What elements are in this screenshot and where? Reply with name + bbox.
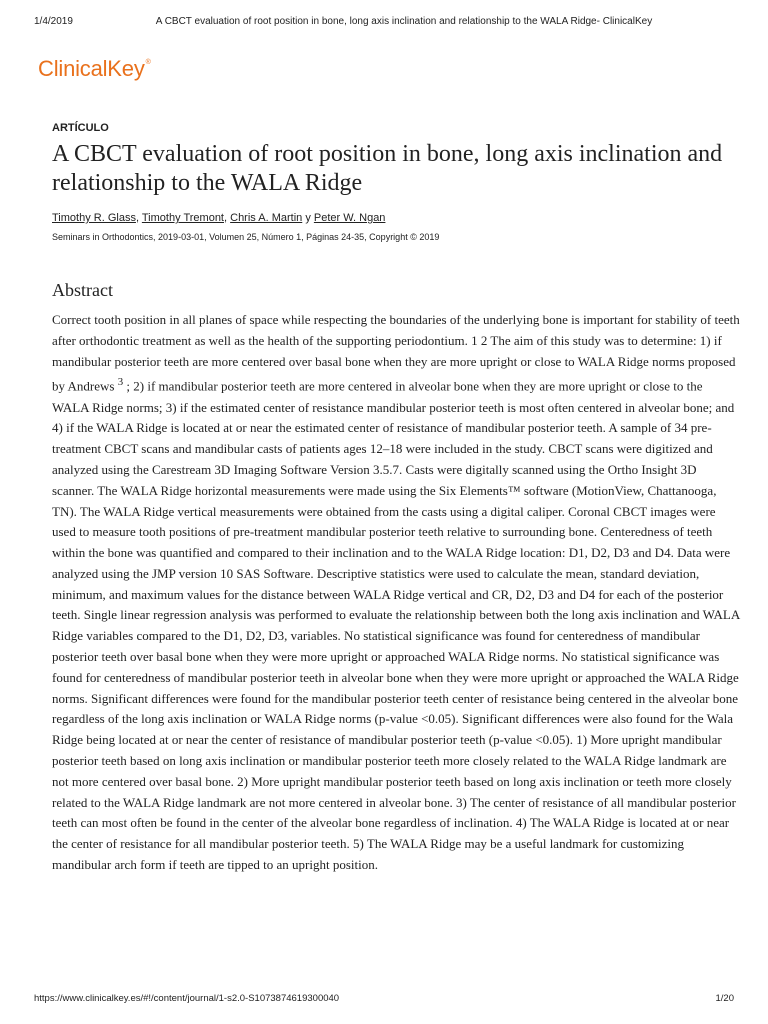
author-conjunction: y — [302, 212, 314, 224]
article-title: A CBCT evaluation of root position in bone, long axis inclination and relationship to the WALA Ridge — [52, 141, 723, 196]
print-page-number: 1/20 — [715, 993, 734, 1004]
reference-3-link[interactable]: 3 — [117, 376, 124, 389]
author-separator: , — [135, 212, 142, 224]
print-date: 1/4/2019 — [34, 16, 73, 27]
registered-mark: ® — [145, 59, 151, 66]
article-type-label: ARTÍCULO — [52, 122, 109, 134]
clinicalkey-logo[interactable] — [38, 56, 151, 82]
author-list — [52, 212, 385, 224]
abstract-part-1: Correct tooth position in all planes of space while respecting the boundaries of the underlying bone is important for stability of teeth after orthodontic treatment as well as the health of the supporting periodontium. 1 2 The aim of this study was to determine: 1) if mandibular posterior teeth are more centered over basal bone when they are more upright or close to WALA Ridge norms proposed by Andrews — [52, 312, 740, 394]
author-link[interactable]: Timothy Tremont — [141, 212, 224, 224]
citation-line: Seminars in Orthodontics, 2019-03-01, Volumen 25, Número 1, Páginas 24-35, Copyright © 2019 — [52, 232, 440, 242]
logo-text: ClinicalKey — [38, 56, 145, 81]
author-link[interactable]: Timothy R. Glass — [52, 212, 136, 224]
print-url: https://www.clinicalkey.es/#!/content/journal/1-s2.0-S1073874619300040 — [34, 993, 340, 1004]
abstract-heading: Abstract — [52, 280, 113, 300]
print-header — [34, 16, 734, 30]
print-footer — [34, 993, 734, 1007]
author-link[interactable]: Peter W. Ngan — [313, 212, 386, 224]
abstract-part-2: ; 2) if mandibular posterior teeth are more centered in alveolar bone when they are more upright or close to the WALA Ridge norms; 3) if the estimated center of resistance mandibular posterior teeth is most often centered in alveolar bone; and 4) if the WALA Ridge is located at or near the estimated center of resistance of mandibular posterior teeth. A sample of 34 pre-treatment CBCT scans and mandibular casts of patients ages 12–18 were included in the study. CBCT scans were digitized and analyzed using the Carestream 3D Imaging Software Version 3.5.7. Casts were digitally scanned using the Ortho Insight 3D scanner. The WALA Ridge horizontal measurements were made using the Six Elements™ software (MotionView, Chattanooga, TN). The WALA Ridge vertical measurements were obtained from the casts using a digital caliper. Coronal CBCT images were used to measure tooth positions of pre-treatment mandibular posterior teeth relative to surrounding bone. Centeredness of teeth within the bone was quantified and compared to their inclination and to the WALA Ridge location: D1, D2, D3 and D4. Data were analyzed using the JMP version 10 SAS Software. Descriptive statistics were used to calculate the mean, standard deviation, minimum, and maximum values for the distance between WALA Ridge vertical and CR, D2, D3 and D4 for each of the posterior teeth. Single linear regression analysis was performed to evaluate the relationship between both the long axis inclination and WALA Ridge variables compared to the D1, D2, D3, variables. No statistical significance was found for centeredness of mandibular posterior teeth over basal bone when they were more upright or approached WALA Ridge norms. No statistical significance was found for centeredness of mandibular posterior teeth in alveolar bone when they were more upright or approached the WALA Ridge norms. Significant differences were found for the mandibular posterior teeth center of resistance being centered in the alveolar bone regardless of the long axis inclination or WALA Ridge norms (p-value <0.05). Significant differences were also found for the Wala Ridge being located at or near the center of resistance of mandibular posterior teeth (p-value <0.05). 1) More upright mandibular posterior teeth based on long axis inclination or mandibular posterior teeth more closely related to the WALA Ridge landmark are not more centered over basal bone. 2) More upright mandibular posterior teeth based on long axis inclination or teeth more closely related to the WALA Ridge landmark are not more centered in alveolar bone. 3) The center of resistance of all mandibular posterior teeth can most often be found in the center of the alveolar bone regardless of inclination. 4) The WALA Ridge is located at or near the center of resistance for all mandibular posterior teeth. 5) The WALA Ridge may be a useful landmark for customizing mandibular arch form if teeth are tipped to an upright position. — [52, 378, 740, 873]
author-link[interactable]: Chris A. Martin — [230, 212, 303, 224]
author-separator: , — [224, 212, 231, 224]
abstract-text — [52, 310, 742, 876]
print-page-title: A CBCT evaluation of root position in bone, long axis inclination and relationship to the WALA Ridge- ClinicalKey — [155, 16, 653, 27]
